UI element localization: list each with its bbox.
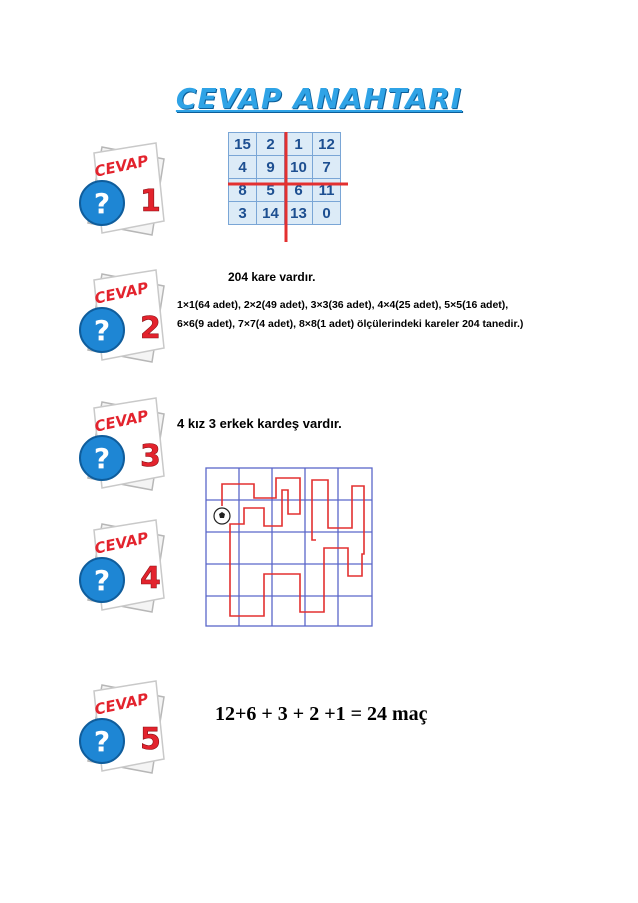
magic-cell: 6: [285, 179, 313, 202]
soccer-ball-icon: [214, 508, 230, 524]
badge-word: CEVAP: [92, 406, 150, 436]
magic-square-table: [228, 132, 341, 225]
document-icon: [72, 135, 182, 245]
badge-word: CEVAP: [92, 689, 150, 719]
document-icon: [72, 673, 182, 783]
q2-explanation: [177, 296, 597, 334]
magic-cell: 7: [313, 156, 341, 179]
q3-answer: 4 kız 3 erkek kardeş vardır.: [177, 416, 342, 431]
magic-cell: 10: [285, 156, 313, 179]
document-icon: [72, 262, 182, 372]
magic-cell: 12: [313, 133, 341, 156]
badge-word: CEVAP: [92, 528, 150, 558]
maze-grid: [204, 466, 376, 630]
svg-text:?: ?: [93, 725, 111, 758]
answer-badge-3: [72, 390, 182, 500]
magic-square: [228, 132, 341, 225]
maze-lines: [206, 468, 372, 626]
badge-number: 5: [140, 722, 161, 757]
magic-cell: 8: [229, 179, 257, 202]
q5-equation: 12+6 + 3 + 2 +1 = 24 maç: [215, 703, 428, 725]
answer-badge-4: [72, 512, 182, 622]
magic-cell: 4: [229, 156, 257, 179]
magic-cell: 3: [229, 202, 257, 225]
document-icon: [72, 390, 182, 500]
badge-number: 3: [140, 439, 161, 474]
badge-number: 4: [140, 561, 161, 596]
magic-cell: 5: [257, 179, 285, 202]
svg-text:?: ?: [93, 564, 111, 597]
magic-cell: 15: [229, 133, 257, 156]
badge-word: CEVAP: [92, 278, 150, 308]
q2-answer: 204 kare vardır.: [228, 270, 316, 284]
magic-cell: 1: [285, 133, 313, 156]
q2-explanation-line: 1×1(64 adet), 2×2(49 adet), 3×3(36 adet), 4×4(25 adet), 5×5(16 adet),: [177, 299, 509, 311]
svg-text:?: ?: [93, 314, 111, 347]
document-icon: [72, 512, 182, 622]
magic-cell: 14: [257, 202, 285, 225]
magic-cell: 11: [313, 179, 341, 202]
svg-text:?: ?: [93, 187, 111, 220]
badge-number: 1: [140, 184, 161, 219]
badge-word: CEVAP: [92, 151, 150, 181]
badge-number: 2: [140, 311, 161, 346]
answer-badge-2: [72, 262, 182, 372]
answer-badge-5: [72, 673, 182, 783]
svg-text:?: ?: [93, 442, 111, 475]
magic-cell: 13: [285, 202, 313, 225]
maze-path: [222, 478, 364, 616]
magic-cell: 2: [257, 133, 285, 156]
magic-cell: 0: [313, 202, 341, 225]
answer-badge-1: [72, 135, 182, 245]
page-title: CEVAP ANAHTARI: [175, 82, 463, 115]
q2-explanation-line: 6×6(9 adet), 7×7(4 adet), 8×8(1 adet) ölçülerindeki kareler 204 tanedir.): [177, 318, 524, 330]
magic-cell: 9: [257, 156, 285, 179]
